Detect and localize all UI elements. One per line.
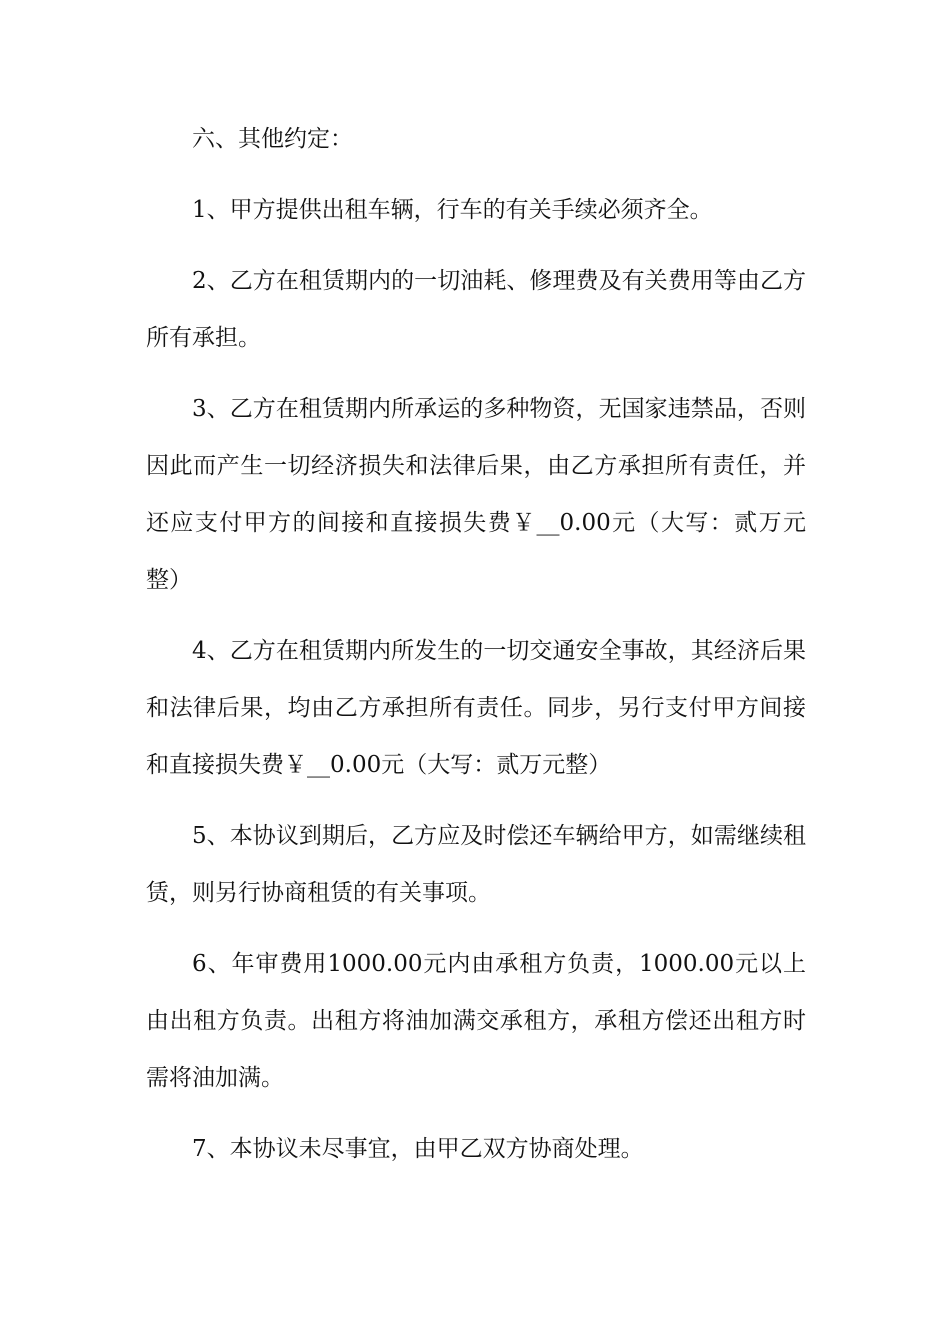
document-body bbox=[146, 111, 806, 1192]
section-heading: 六、其他约定： bbox=[192, 126, 353, 152]
clause-5: 5、本协议到期后，乙方应及时偿还车辆给甲方，如需继续租赁，则另行协商租赁的有关事项。 bbox=[146, 823, 806, 906]
clause-6: 6、年审费用1000.00元内由承租方负责，1000.00元以上由出租方负责。出租方将油加满交承租方，承租方偿还出租方时需将油加满。 bbox=[146, 951, 806, 1091]
clause-2: 2、乙方在租赁期内的一切油耗、修理费及有关费用等由乙方所有承担。 bbox=[146, 268, 806, 351]
clause-7: 7、本协议未尽事宜，由甲乙双方协商处理。 bbox=[192, 1136, 644, 1162]
clause-3: 3、乙方在租赁期内所承运的多种物资，无国家违禁品，否则因此而产生一切经济损失和法律后果，由乙方承担所有责任，并还应支付甲方的间接和直接损失费￥__0.00元（大写：贰万元整） bbox=[146, 396, 806, 593]
clause-4: 4、乙方在租赁期内所发生的一切交通安全事故，其经济后果和法律后果，均由乙方承担所有责任。同步，另行支付甲方间接和直接损失费￥__0.00元（大写：贰万元整） bbox=[146, 638, 806, 778]
clause-1: 1、甲方提供出租车辆，行车的有关手续必须齐全。 bbox=[192, 197, 713, 223]
